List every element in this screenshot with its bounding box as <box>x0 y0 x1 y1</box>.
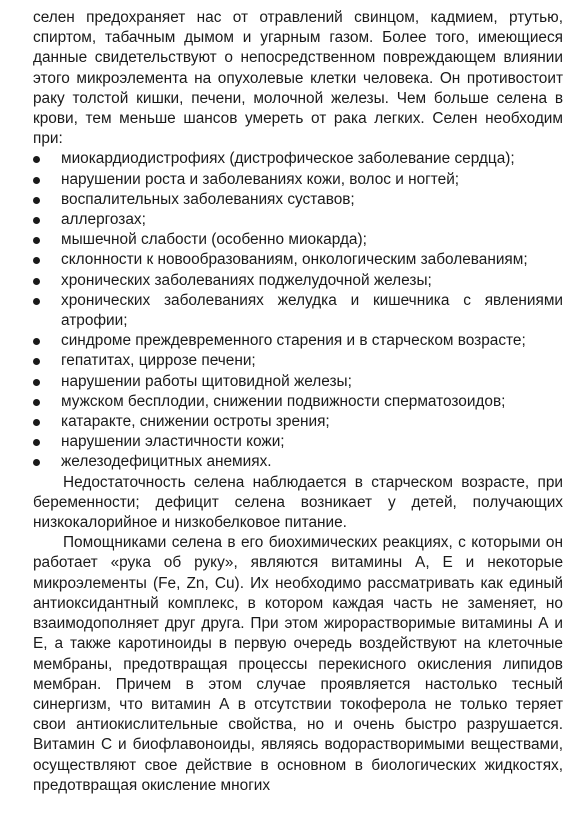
list-item: воспалительных заболеваниях суставов; <box>33 190 563 210</box>
bullet-icon <box>33 217 40 224</box>
list-item: мужском бесплодии, снижении подвижности сперматозоидов; <box>33 392 563 412</box>
deficiency-paragraph: Недостаточность селена наблюдается в старческом возрасте, при беременности; дефицит селена возникает у детей, получающих низкокалорийное и низкобелковое питание. <box>33 473 563 532</box>
list-item: хронических заболеваниях желудка и кишечника с явлениями атрофии; <box>33 291 563 331</box>
list-item: нарушении роста и заболеваниях кожи, волос и ногтей; <box>33 170 563 190</box>
list-item: гепатитах, циррозе печени; <box>33 351 563 371</box>
bullet-icon <box>33 197 40 204</box>
bullet-icon <box>33 298 40 305</box>
bullet-icon <box>33 399 40 406</box>
bullet-icon <box>33 156 40 163</box>
list-item: железодефицитных анемиях. <box>33 452 563 472</box>
bullet-icon <box>33 278 40 285</box>
selenium-indications-list <box>33 149 563 472</box>
list-item: хронических заболеваниях поджелудочной железы; <box>33 271 563 291</box>
bullet-icon <box>33 338 40 345</box>
bullet-icon <box>33 419 40 426</box>
list-item: склонности к новообразованиям, онкологическим заболеваниям; <box>33 250 563 270</box>
list-item: аллергозах; <box>33 210 563 230</box>
bullet-icon <box>33 358 40 365</box>
list-item: катаракте, снижении остроты зрения; <box>33 412 563 432</box>
list-item: синдроме преждевременного старения и в старческом возрасте; <box>33 331 563 351</box>
list-item: нарушении работы щитовидной железы; <box>33 372 563 392</box>
list-item: мышечной слабости (особенно миокарда); <box>33 230 563 250</box>
list-item: миокардиодистрофиях (дистрофическое заболевание сердца); <box>33 149 563 169</box>
document-page <box>33 8 563 796</box>
bullet-icon <box>33 257 40 264</box>
intro-paragraph: селен предохраняет нас от отравлений свинцом, кадмием, ртутью, спиртом, табачным дымом и угарным газом. Более того, имеющиеся данные свидетельствуют о непосредственном повреждающем влиянии этого микроэлемента на опухолевые клетки человека. Он противостоит раку толстой кишки, печени, молочной железы. Чем больше селена в крови, тем меньше шансов умереть от рака легких. Селен необходим при: <box>33 9 563 148</box>
bullet-icon <box>33 459 40 466</box>
bullet-icon <box>33 379 40 386</box>
bullet-icon <box>33 439 40 446</box>
bullet-icon <box>33 237 40 244</box>
bullet-icon <box>33 177 40 184</box>
list-item: нарушении эластичности кожи; <box>33 432 563 452</box>
helpers-paragraph: Помощниками селена в его биохимических реакциях, с которыми он работает «рука об руку», являются витамины А, Е и некоторые микроэлементы (Fe, Zn, Cu). Их необходимо рассматривать как единый антиоксидантный комплекс, в котором каждая часть не заменяет, но взаимодополняет друг друга. При этом жирорастворимые витамины А и Е, а также каротиноиды в первую очередь воздействуют на клеточные мембраны, предотвращая процессы перекисного окисления липидов мембран. Причем в этом случае проявляется настолько тесный синергизм, что витамин А в отсутствии токоферола не только теряет свои антиокислительные свойства, но и очень быстро разрушается. Витамин С и биофлавоноиды, являясь водорастворимыми веществами, осуществляют свое действие в основном в биологических жидкостях, предотвращая окисление многих <box>33 534 563 794</box>
